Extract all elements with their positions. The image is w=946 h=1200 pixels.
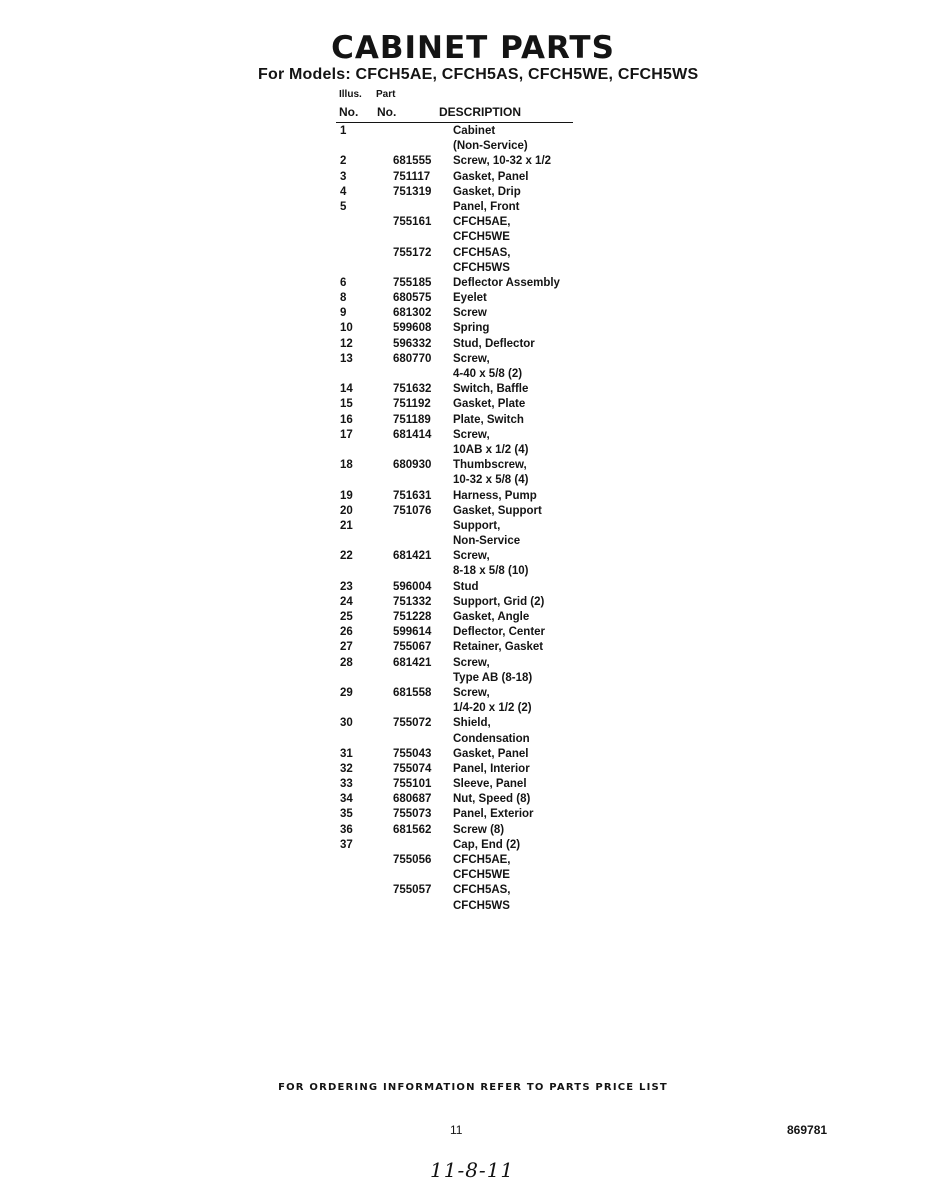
table-row [0,292,946,307]
description-cell: Thumbscrew, [453,459,527,472]
description-cell: Screw, [453,428,490,441]
description-cell: CFCH5WS [453,261,510,274]
illus-no-cell: 15 [340,398,353,411]
part-no-cell: 599608 [393,322,432,335]
part-no-cell: 681555 [393,155,432,168]
description-cell: CFCH5AS, [453,246,511,259]
table-row [0,884,946,899]
table-row [0,854,946,869]
description-cell: Deflector, Center [453,626,546,639]
description-cell: Stud [453,580,479,593]
description-cell: 10-32 x 5/8 (4) [453,474,529,487]
table-row [0,626,946,641]
part-no-cell: 755067 [393,641,432,654]
description-cell: Deflector Assembly [453,276,560,289]
part-no-cell: 755056 [393,854,432,866]
table-row [0,717,946,732]
part-no-cell: 681421 [393,656,432,669]
part-no-cell: 751319 [393,185,432,198]
part-no-cell: 751189 [393,413,431,426]
table-row [0,869,946,884]
description-cell: 8-18 x 5/8 (10) [453,565,529,578]
table-row [0,459,946,474]
header-rule [336,122,573,123]
table-row [0,231,946,246]
description-cell: (Non-Service) [453,140,528,153]
illus-no-cell: 5 [340,200,347,213]
part-no-cell: 680687 [393,793,432,806]
illus-no-cell: 22 [340,550,353,563]
illus-no-cell: 12 [340,337,353,350]
description-cell: Gasket, Panel [453,747,529,760]
illus-no-cell: 19 [340,489,353,502]
description-cell: Nut, Speed (8) [453,793,531,806]
table-row [0,672,946,687]
handwritten-date: 11-8-11 [430,1158,515,1182]
description-cell: Eyelet [453,292,487,305]
illus-no-cell: 34 [340,793,353,806]
part-no-cell: 755101 [393,778,432,791]
description-cell: Gasket, Drip [453,185,521,198]
page-title: CABINET PARTS [331,30,615,66]
description-cell: 10AB x 1/2 (4) [453,443,529,456]
table-row [0,186,946,201]
table-row [0,535,946,550]
illus-no-cell: 23 [340,580,353,593]
header-part: Part [376,89,396,100]
table-row [0,140,946,155]
part-no-cell: 755043 [393,747,432,760]
illus-no-cell: 9 [340,307,347,320]
part-no-cell: 596004 [393,580,432,593]
part-no-cell: 596332 [393,337,432,350]
part-no-cell: 751632 [393,383,432,396]
illus-no-cell: 13 [340,352,353,365]
part-no-cell: 755073 [393,808,432,821]
illus-no-cell: 24 [340,595,353,608]
table-row [0,733,946,748]
description-cell: Screw, [453,352,490,365]
illus-no-cell: 6 [340,276,347,289]
description-cell: CFCH5WE [453,869,510,882]
description-cell: Gasket, Panel [453,170,529,183]
part-no-cell: 751192 [393,398,431,411]
description-cell: Cabinet [453,125,496,137]
part-no-cell: 599614 [393,626,432,639]
header-part-no: No. [377,105,397,119]
table-row [0,611,946,626]
part-no-cell: 755161 [393,216,432,229]
table-row [0,687,946,702]
description-cell: Gasket, Support [453,504,542,517]
illus-no-cell: 30 [340,717,353,730]
illus-no-cell: 26 [340,626,353,639]
description-cell: Plate, Switch [453,413,524,426]
illus-no-cell: 1 [340,125,347,137]
table-row [0,763,946,778]
description-cell: Screw [453,307,487,320]
illus-no-cell: 14 [340,383,353,396]
illus-no-cell: 3 [340,170,347,183]
description-cell: Gasket, Angle [453,611,530,623]
table-row [0,793,946,808]
description-cell: Screw (8) [453,823,505,836]
table-row [0,474,946,489]
table-row [0,383,946,398]
table-row [0,550,946,565]
description-cell: Screw, 10-32 x 1/2 [453,155,552,168]
part-no-cell: 751631 [393,489,432,502]
illus-no-cell: 29 [340,686,353,699]
table-row [0,338,946,353]
description-cell: Screw, [453,550,490,563]
table-row [0,641,946,656]
illus-no-cell: 10 [340,322,353,335]
part-no-cell: 751076 [393,504,432,517]
table-row [0,839,946,854]
description-cell: Spring [453,322,490,335]
part-no-cell: 751228 [393,611,432,623]
description-cell: CFCH5AS, [453,884,511,897]
part-no-cell: 755074 [393,762,432,775]
part-no-cell: 681302 [393,307,432,320]
description-cell: CFCH5WS [453,899,510,912]
description-cell: Shield, [453,717,491,730]
illus-no-cell: 28 [340,656,353,669]
table-row [0,505,946,520]
table-row [0,444,946,459]
table-row [0,520,946,535]
description-cell: 1/4-20 x 1/2 (2) [453,702,532,715]
description-cell: Panel, Exterior [453,808,534,821]
table-row [0,277,946,292]
table-row [0,824,946,839]
table-row [0,201,946,216]
description-cell: Condensation [453,732,530,745]
description-cell: Retainer, Gasket [453,641,544,654]
page-number: 11 [450,1123,463,1137]
description-cell: Switch, Baffle [453,383,529,396]
document-number: 869781 [787,1123,828,1137]
part-no-cell: 681558 [393,686,432,699]
description-cell: Panel, Front [453,200,520,213]
illus-no-cell: 25 [340,611,353,623]
header-description: DESCRIPTION [439,105,522,119]
table-row [0,171,946,186]
illus-no-cell: 33 [340,778,353,791]
description-cell: Screw, [453,656,490,669]
table-row [0,429,946,444]
description-cell: Type AB (8-18) [453,671,533,684]
table-row [0,565,946,580]
description-cell: Screw, [453,686,490,699]
part-no-cell: 681421 [393,550,432,563]
parts-table [0,125,946,915]
part-no-cell: 681562 [393,823,432,836]
illus-no-cell: 2 [340,155,347,168]
table-row [0,125,946,140]
illus-no-cell: 35 [340,808,353,821]
description-cell: CFCH5AE, [453,854,511,866]
part-no-cell: 755172 [393,246,432,259]
part-no-cell: 680575 [393,292,432,305]
table-row [0,808,946,823]
part-no-cell: 680930 [393,459,432,472]
table-row [0,900,946,915]
table-row [0,262,946,277]
description-cell: Support, [453,519,501,532]
table-row [0,247,946,262]
description-cell: Stud, Deflector [453,337,535,350]
table-row [0,778,946,793]
table-row [0,398,946,413]
illus-no-cell: 21 [340,519,353,532]
illus-no-cell: 32 [340,762,353,775]
illus-no-cell: 16 [340,413,353,426]
description-cell: Panel, Interior [453,762,530,775]
description-cell: Sleeve, Panel [453,778,527,791]
description-cell: Cap, End (2) [453,838,521,851]
table-row [0,155,946,170]
part-no-cell: 751332 [393,595,432,608]
part-no-cell: 751117 [393,170,431,183]
part-no-cell: 681414 [393,428,432,441]
illus-no-cell: 36 [340,823,353,836]
ordering-note: FOR ORDERING INFORMATION REFER TO PARTS PRICE LIST [278,1082,668,1093]
description-cell: CFCH5AE, [453,216,511,229]
table-row [0,490,946,505]
description-cell: CFCH5WE [453,231,510,244]
table-row [0,353,946,368]
table-row [0,596,946,611]
header-illus: Illus. [339,89,362,100]
part-no-cell: 755072 [393,717,432,730]
table-row [0,414,946,429]
header-illus-no: No. [339,105,359,119]
table-row [0,368,946,383]
illus-no-cell: 4 [340,185,347,198]
description-cell: Non-Service [453,535,521,548]
description-cell: 4-40 x 5/8 (2) [453,368,523,380]
table-row [0,657,946,672]
illus-no-cell: 18 [340,459,353,472]
illus-no-cell: 8 [340,292,347,305]
illus-no-cell: 27 [340,641,353,654]
table-row [0,307,946,322]
table-row [0,322,946,337]
table-row [0,702,946,717]
description-cell: Harness, Pump [453,489,537,502]
illus-no-cell: 31 [340,747,353,760]
table-row [0,748,946,763]
illus-no-cell: 37 [340,838,353,851]
models-line: For Models: CFCH5AE, CFCH5AS, CFCH5WE, CFCH5WS [258,66,699,83]
table-row [0,216,946,231]
part-no-cell: 755185 [393,276,432,289]
illus-no-cell: 20 [340,504,353,517]
table-row [0,581,946,596]
description-cell: Gasket, Plate [453,398,526,411]
description-cell: Support, Grid (2) [453,595,545,608]
illus-no-cell: 17 [340,428,353,441]
part-no-cell: 680770 [393,352,432,365]
part-no-cell: 755057 [393,884,432,897]
